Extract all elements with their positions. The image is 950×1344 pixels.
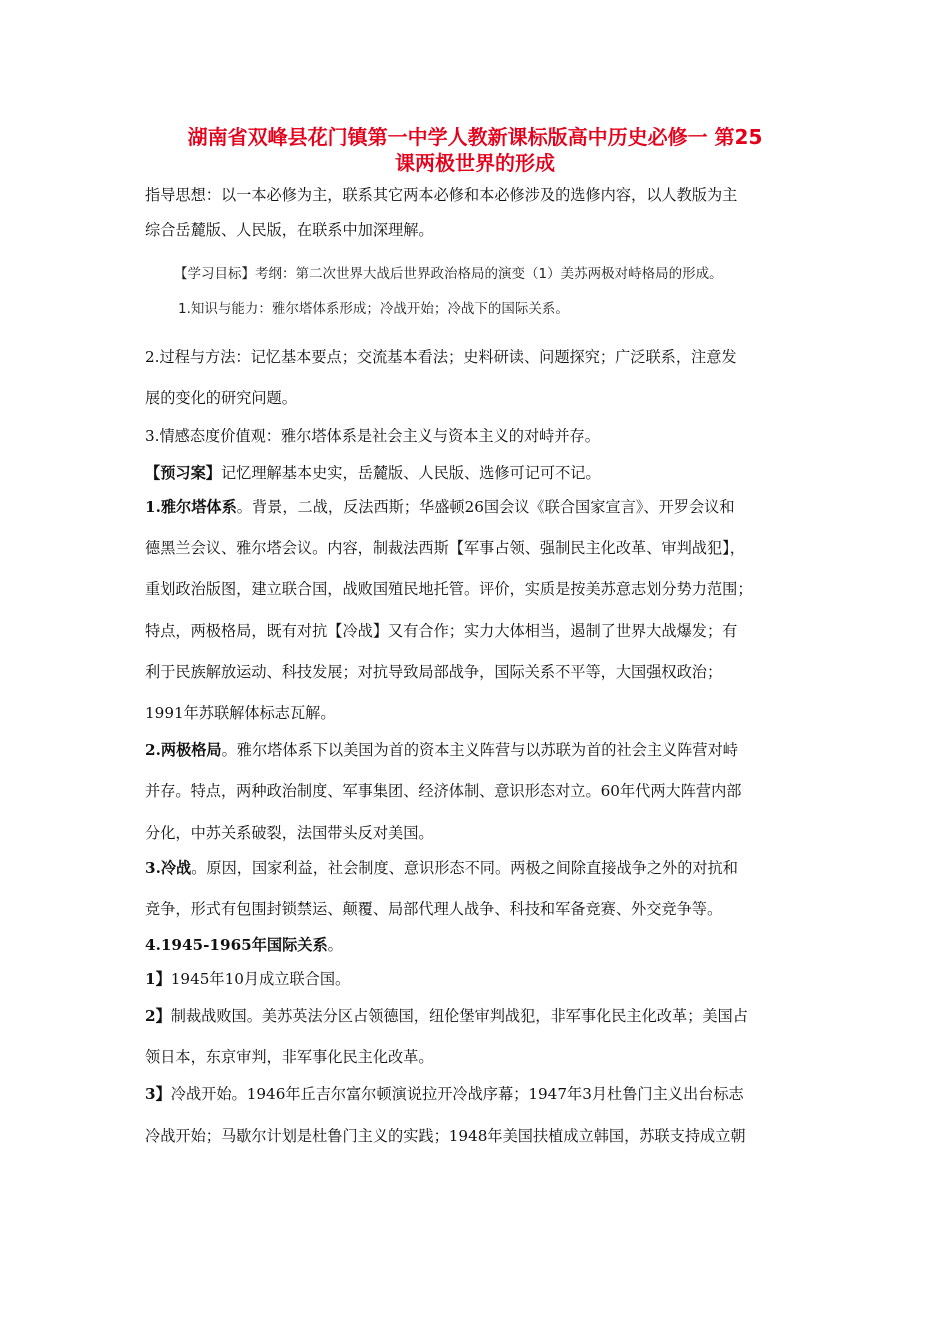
goal-process-line-1: 2.过程与方法：记忆基本要点；交流基本看法；史料研读、问题探究；广泛联系，注意发 [145, 348, 737, 366]
item-3-line-1 [145, 1083, 744, 1104]
goal-process-line-2: 展的变化的研究问题。 [145, 389, 297, 407]
document-title-line-2: 课两极世界的形成 [395, 151, 555, 175]
section-3-line-1 [145, 857, 738, 878]
item-2-text: 制裁战败国。美苏英法分区占领德国，纽伦堡审判战犯，非军事化民主化改革；美国占 [170, 1007, 748, 1025]
section-2-text: 。雅尔塔体系下以美国为首的资本主义阵营与以苏联为首的社会主义阵营对峙 [221, 741, 738, 759]
preview-label: 【预习案】 [145, 464, 221, 482]
section-3-text: 。原因，国家利益，社会制度、意识形态不同。两极之间除直接战争之外的对抗和 [191, 859, 738, 877]
section-4-tail: 。 [327, 936, 343, 954]
document-title-line-1: 湖南省双峰县花门镇第一中学人教新课标版高中历史必修一 第25 [187, 125, 763, 149]
section-3-line-2: 竞争，形式有包围封锁禁运、颠覆、局部代理人战争、科技和军备竞赛、外交竞争等。 [145, 900, 723, 918]
section-1-text: 。背景，二战，反法西斯；华盛顿26国会议《联合国家宣言》、开罗会议和 [236, 498, 735, 516]
section-2-heading: 2.两极格局 [145, 741, 222, 759]
item-3-text: 冷战开始。1946年丘吉尔富尔顿演说拉开冷战序幕；1947年3月杜鲁门主义出台标志 [170, 1085, 744, 1103]
section-1-line-2: 德黑兰会议、雅尔塔会议。内容，制裁法西斯【军事占领、强制民主化改革、审判战犯】， [145, 539, 745, 557]
section-4-heading: 4.1945-1965年国际关系 [145, 936, 328, 954]
preview-text: 记忆理解基本史实，岳麓版、人民版、选修可记可不记。 [220, 464, 601, 482]
section-1-heading: 1.雅尔塔体系 [145, 498, 237, 516]
item-2-line-1 [145, 1005, 748, 1026]
goal-emotion: 3.情感态度价值观：雅尔塔体系是社会主义与资本主义的对峙并存。 [145, 427, 600, 445]
item-1-label: 1】 [145, 970, 171, 988]
section-3-heading: 3.冷战 [145, 859, 192, 877]
goal-line: 【学习目标】考纲：第二次世界大战后世界政治格局的演变（1）美苏两极对峙格局的形成。 [174, 266, 723, 282]
section-2-line-2: 并存。特点，两种政治制度、军事集团、经济体制、意识形态对立。60年代两大阵营内部 [145, 782, 742, 800]
item-2-label: 2】 [145, 1007, 171, 1025]
section-1-line-5: 利于民族解放运动、科技发展；对抗导致局部战争，国际关系不平等，大国强权政治； [145, 663, 723, 681]
guide-line-1: 指导思想：以一本必修为主，联系其它两本必修和本必修涉及的选修内容，以人教版为主 [145, 186, 738, 204]
section-1-line-6: 1991年苏联解体标志瓦解。 [145, 704, 336, 722]
section-2-line-1 [145, 739, 738, 760]
item-1 [145, 968, 350, 989]
goal-knowledge: 1.知识与能力：雅尔塔体系形成；冷战开始；冷战下的国际关系。 [178, 301, 569, 317]
section-4-line [145, 934, 343, 955]
item-1-text: 1945年10月成立联合国。 [170, 970, 351, 988]
item-2-line-2: 领日本，东京审判，非军事化民主化改革。 [145, 1048, 434, 1066]
item-3-line-2: 冷战开始；马歇尔计划是杜鲁门主义的实践；1948年美国扶植成立韩国，苏联支持成立朝 [145, 1127, 746, 1145]
preview-paragraph [145, 462, 601, 483]
section-2-line-3: 分化，中苏关系破裂，法国带头反对美国。 [145, 824, 434, 842]
section-1-line-4: 特点，两极格局，既有对抗【冷战】又有合作；实力大体相当，遏制了世界大战爆发；有 [145, 622, 738, 640]
item-3-label: 3】 [145, 1085, 171, 1103]
section-1-line-3: 重划政治版图，建立联合国，战败国殖民地托管。评价，实质是按美苏意志划分势力范围； [145, 580, 753, 598]
guide-line-2: 综合岳麓版、人民版，在联系中加深理解。 [145, 221, 434, 239]
section-1-line-1 [145, 496, 735, 517]
